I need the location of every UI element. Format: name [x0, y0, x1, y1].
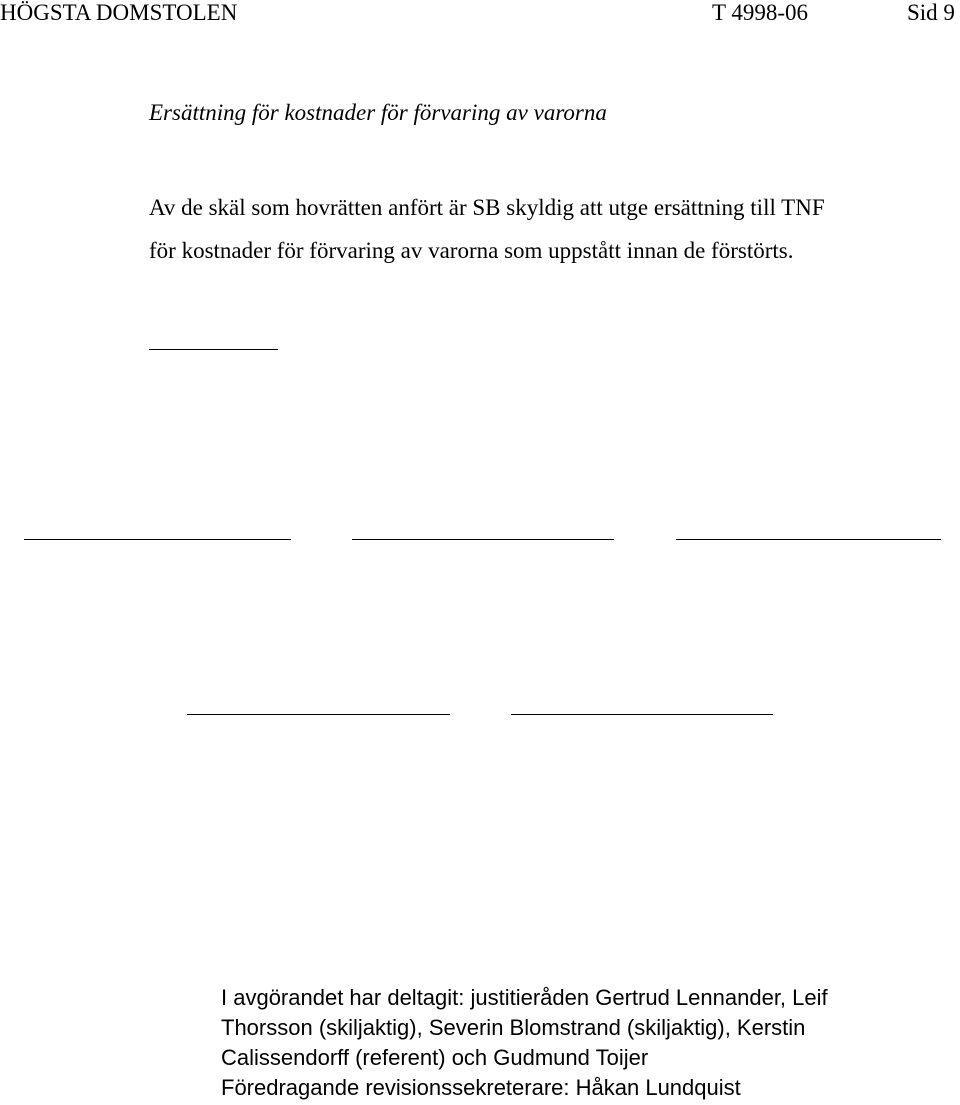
section-heading: Ersättning för kostnader för förvaring av varorna: [149, 100, 607, 125]
end-of-text-rule: [149, 349, 278, 350]
signature-line: [511, 714, 773, 715]
participants-line: I avgörandet har deltagit: justitieråden Gertrud Lennander, Leif: [221, 985, 828, 1010]
signature-line: [352, 539, 614, 540]
signature-line: [187, 714, 450, 715]
rapporteur-line: Föredragande revisionssekreterare: Håkan Lundquist: [221, 1075, 741, 1100]
paragraph-line: för kostnader för förvaring av varorna som uppstått innan de förstörts.: [149, 238, 794, 263]
signature-line: [24, 539, 291, 540]
participants-line: Thorsson (skiljaktig), Severin Blomstrand (skiljaktig), Kerstin: [221, 1015, 806, 1040]
signature-line: [676, 539, 941, 540]
case-number: T 4998-06: [712, 0, 809, 25]
court-name: HÖGSTA DOMSTOLEN: [0, 0, 238, 25]
paragraph-line: Av de skäl som hovrätten anfört är SB skyldig att utge ersättning till TNF: [149, 195, 825, 220]
participants-line: Calissendorff (referent) och Gudmund Toijer: [221, 1045, 649, 1070]
page-number: Sid 9: [907, 0, 955, 25]
